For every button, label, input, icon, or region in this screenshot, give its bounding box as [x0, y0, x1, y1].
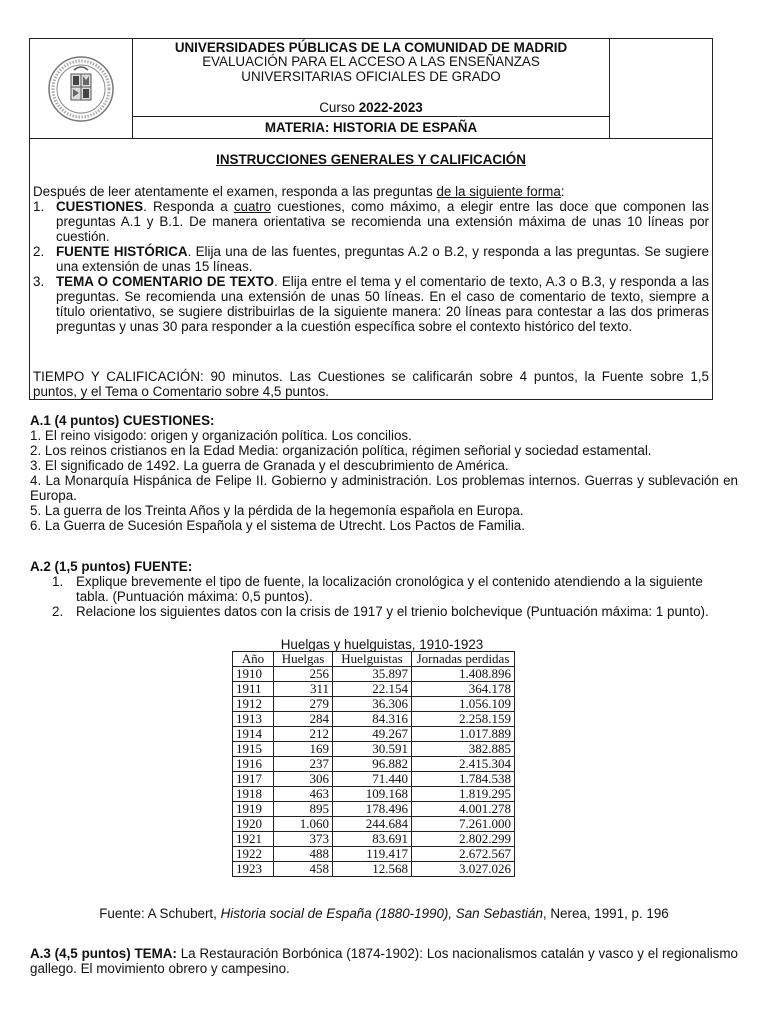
table-caption: Huelgas y huelguistas, 1910-1923: [280, 637, 484, 652]
cell-strikers: 84.316: [333, 712, 412, 727]
cell-strikers: 71.440: [333, 772, 412, 787]
cell-strikes: 212: [274, 727, 333, 742]
cell-strikers: 178.496: [333, 802, 412, 817]
table-row: [233, 727, 515, 742]
item-heading: FUENTE HISTÓRICA: [56, 244, 188, 259]
a3-text: La Restauración Borbónica (1874-1902): Los nacionalismos catalán y vasco y el regionalismo gallego. El movimiento obrero y campesino.: [30, 946, 738, 976]
item-text: . Elija una de las fuentes, preguntas A.2 o B.2, y responda a las preguntas. Se sugiere una extensión de unas 15 líneas.: [56, 244, 709, 274]
table-row: [233, 832, 515, 847]
item-heading: TEMA O COMENTARIO DE TEXTO: [56, 274, 274, 289]
cell-lost-days: 364.178: [412, 682, 515, 697]
blank-cell: [609, 39, 712, 138]
cell-year: 1914: [233, 727, 274, 742]
section-a3: [30, 946, 738, 976]
cell-lost-days: 2.802.299: [412, 832, 515, 847]
cell-year: 1922: [233, 847, 274, 862]
cell-strikers: 36.306: [333, 697, 412, 712]
item-text: . Responda a: [143, 199, 234, 214]
a1-question: 6. La Guerra de Sucesión Española y el sistema de Utrecht. Los Pactos de Familia.: [30, 518, 525, 533]
a3-title: A.3 (4,5 puntos) TEMA:: [30, 946, 177, 961]
cell-year: 1917: [233, 772, 274, 787]
intro-underlined: de la siguiente forma: [436, 184, 561, 199]
item-text: . Elija entre el tema y el comentario de texto, A.3 o B.3, y responda a las preguntas. Se recomienda una extensión de unas 50 líneas. En el caso de comentario de texto, siempre a título orientativo, se sugiere distribuirlas de la siguiente manera: 20 líneas para contestar a las dos primeras preguntas y unas 30 para responder a la cuestión específica sobre el contexto histórico del texto.: [56, 274, 709, 334]
a1-title: A.1 (4 puntos) CUESTIONES:: [30, 413, 215, 428]
table-row: [233, 817, 515, 832]
item-underlined: cuatro: [233, 199, 272, 214]
cell-year: 1915: [233, 742, 274, 757]
university-seal-icon: [46, 54, 116, 124]
cell-lost-days: 4.001.278: [412, 802, 515, 817]
col-header-year: Año: [233, 652, 274, 667]
cell-lost-days: 2.672.567: [412, 847, 515, 862]
source-text-end: , Nerea, 1991, p. 196: [542, 906, 669, 921]
intro-colon: :: [560, 184, 565, 199]
question-number: 2.: [52, 604, 64, 619]
cell-lost-days: 1.819.295: [412, 787, 515, 802]
cell-strikers: 49.267: [333, 727, 412, 742]
cell-strikers: 30.591: [333, 742, 412, 757]
cell-lost-days: 1.784.538: [412, 772, 515, 787]
col-header-lost-days: Jornadas perdidas: [412, 652, 515, 667]
course-line: [133, 100, 609, 115]
header-title-cell: [133, 39, 609, 138]
cell-strikes: 169: [274, 742, 333, 757]
table-row: [233, 787, 515, 802]
instructions-list: [33, 199, 709, 334]
table-row: [233, 667, 515, 682]
evaluation-title: EVALUACIÓN PARA EL ACCESO A LAS ENSEÑANZAS: [202, 54, 540, 69]
cell-lost-days: 1.408.896: [412, 667, 515, 682]
cell-year: 1910: [233, 667, 274, 682]
item-number: 3.: [33, 274, 45, 289]
source-title: Historia social de España (1880-1990), San Sebastián: [220, 906, 543, 921]
a2-question: [30, 604, 738, 619]
table-row: [233, 682, 515, 697]
a1-question: 4. La Monarquía Hispánica de Felipe II. Gobierno y administración. Los problemas internos. Guerras y sublevación en Europa.: [30, 473, 738, 503]
a1-question: 5. La guerra de los Treinta Años y la pérdida de la hegemonía española en Europa.: [30, 503, 524, 518]
a2-question: [30, 574, 738, 604]
cell-year: 1918: [233, 787, 274, 802]
cell-lost-days: 1.056.109: [412, 697, 515, 712]
source-text: Fuente: A Schubert,: [99, 906, 221, 921]
col-header-strikes: Huelgas: [274, 652, 333, 667]
cell-lost-days: 2.258.159: [412, 712, 515, 727]
col-header-strikers: Huelguistas: [333, 652, 412, 667]
cell-strikes: 311: [274, 682, 333, 697]
cell-strikes: 458: [274, 862, 333, 877]
cell-strikes: 373: [274, 832, 333, 847]
table-row: [233, 862, 515, 877]
degree-title: UNIVERSITARIAS OFICIALES DE GRADO: [241, 69, 501, 84]
cell-strikers: 12.568: [333, 862, 412, 877]
instruction-item: [33, 274, 709, 334]
table-row: [233, 697, 515, 712]
cell-strikers: 83.691: [333, 832, 412, 847]
table-header-row: [233, 652, 515, 667]
cell-strikers: 119.417: [333, 847, 412, 862]
cell-year: 1912: [233, 697, 274, 712]
cell-strikers: 109.168: [333, 787, 412, 802]
table-body: [233, 667, 515, 877]
table-row: [233, 757, 515, 772]
instructions-intro: [33, 184, 709, 199]
cell-strikers: 22.154: [333, 682, 412, 697]
cell-strikes: 284: [274, 712, 333, 727]
a1-question: 2. Los reinos cristianos en la Edad Media: organización política, régimen señorial y sociedad estamental.: [30, 443, 652, 458]
cell-strikes: 256: [274, 667, 333, 682]
cell-year: 1913: [233, 712, 274, 727]
logo-cell: [30, 39, 133, 138]
item-number: 1.: [33, 199, 45, 214]
header-box: [29, 38, 713, 139]
cell-lost-days: 2.415.304: [412, 757, 515, 772]
instruction-item: [33, 244, 709, 274]
cell-lost-days: 7.261.000: [412, 817, 515, 832]
instructions-title: INSTRUCCIONES GENERALES Y CALIFICACIÓN: [216, 152, 526, 167]
strikes-table: [232, 651, 515, 877]
a2-questions: [30, 574, 738, 619]
cell-strikers: 96.882: [333, 757, 412, 772]
item-text: cuestiones, como máximo, a elegir entre las doce que componen las preguntas A.1 y B.1. De manera orientativa se recomienda una extensión máxima de unas 10 líneas por cuestión.: [56, 199, 709, 244]
course-value: 2022-2023: [358, 100, 423, 115]
course-label: Curso: [319, 100, 359, 115]
cell-strikes: 1.060: [274, 817, 333, 832]
section-a2: [30, 559, 738, 619]
cell-strikes: 895: [274, 802, 333, 817]
cell-strikes: 306: [274, 772, 333, 787]
cell-year: 1921: [233, 832, 274, 847]
cell-strikes: 237: [274, 757, 333, 772]
table-row: [233, 712, 515, 727]
section-a1: [30, 413, 738, 533]
a1-question: 1. El reino visigodo: origen y organización política. Los concilios.: [30, 428, 412, 443]
cell-year: 1916: [233, 757, 274, 772]
cell-strikers: 244.684: [333, 817, 412, 832]
subject-title: MATERIA: HISTORIA DE ESPAÑA: [133, 116, 609, 135]
a1-question: 3. El significado de 1492. La guerra de Granada y el descubrimiento de América.: [30, 458, 509, 473]
intro-text: Después de leer atentamente el examen, responda a las preguntas: [33, 184, 437, 199]
cell-strikes: 463: [274, 787, 333, 802]
cell-year: 1923: [233, 862, 274, 877]
cell-strikes: 488: [274, 847, 333, 862]
table-row: [233, 772, 515, 787]
a2-title: A.2 (1,5 puntos) FUENTE:: [30, 559, 193, 574]
instructions-box: [29, 139, 713, 400]
cell-year: 1919: [233, 802, 274, 817]
university-title: UNIVERSIDADES PÚBLICAS DE LA COMUNIDAD DE MADRID: [174, 40, 568, 55]
cell-year: 1911: [233, 682, 274, 697]
cell-lost-days: 382.885: [412, 742, 515, 757]
table-row: [233, 847, 515, 862]
question-text: Relacione los siguientes datos con la crisis de 1917 y el trienio bolchevique (Puntuación máxima: 1 punto).: [76, 604, 709, 619]
table-row: [233, 742, 515, 757]
instruction-item: [33, 199, 709, 244]
question-number: 1.: [52, 574, 64, 589]
cell-lost-days: 1.017.889: [412, 727, 515, 742]
time-and-grading: TIEMPO Y CALIFICACIÓN: 90 minutos. Las Cuestiones se calificarán sobre 4 puntos, la Fuente sobre 1,5 puntos, y el Tema o Comentario sobre 4,5 puntos.: [33, 369, 709, 399]
item-heading: CUESTIONES: [56, 199, 144, 214]
cell-strikes: 279: [274, 697, 333, 712]
item-number: 2.: [33, 244, 45, 259]
table-row: [233, 802, 515, 817]
question-text: Explique brevemente el tipo de fuente, la localización cronológica y el contenido atendiendo a la siguiente tabla. (Puntuación máxima: 0,5 puntos).: [76, 574, 703, 604]
table-source: [0, 906, 768, 921]
cell-strikers: 35.897: [333, 667, 412, 682]
cell-year: 1920: [233, 817, 274, 832]
cell-lost-days: 3.027.026: [412, 862, 515, 877]
